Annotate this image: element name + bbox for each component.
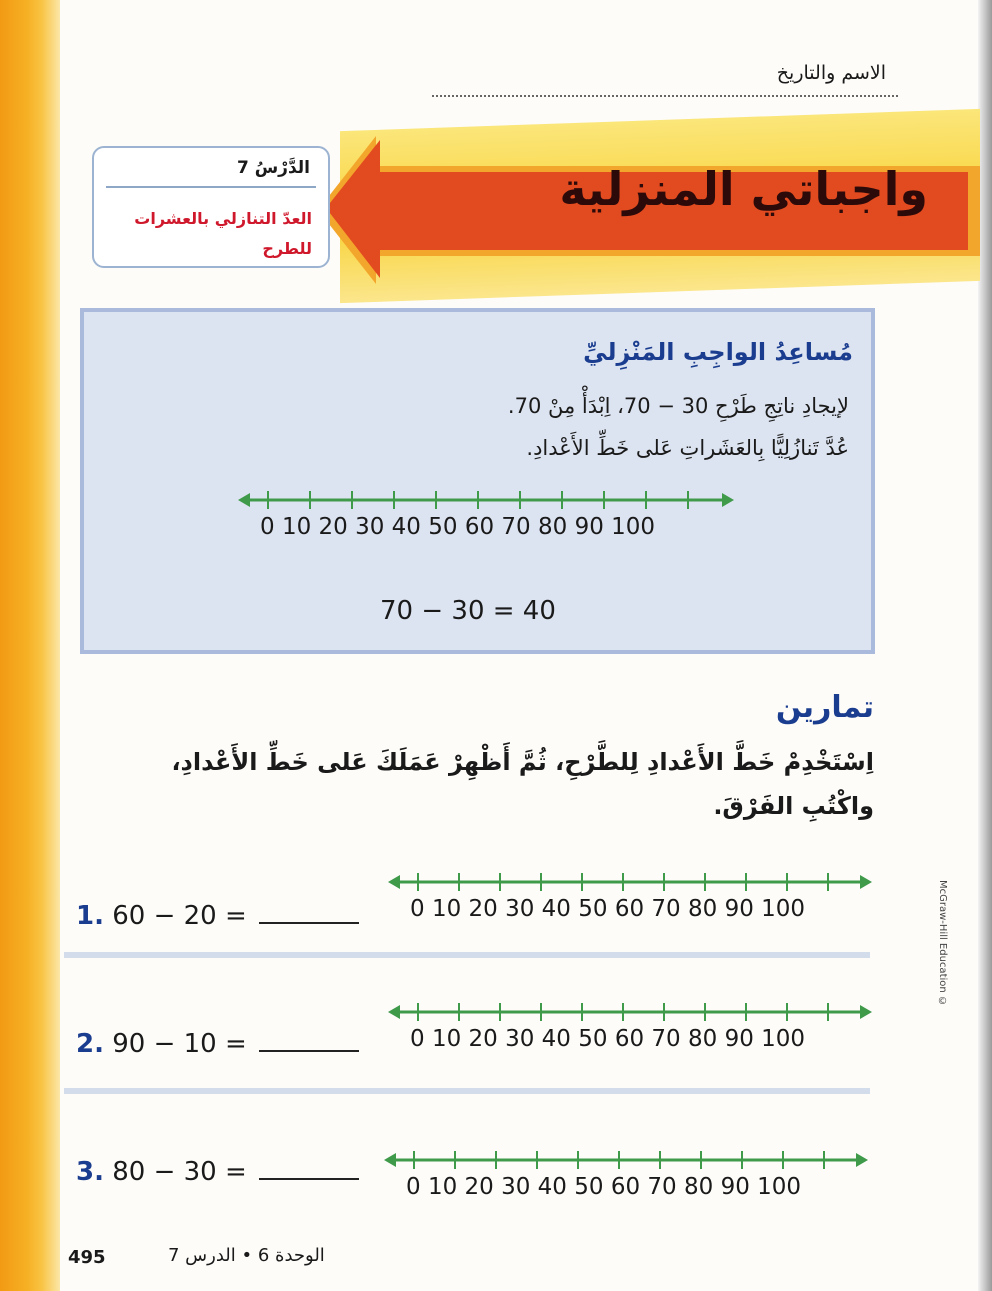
lesson-number: الدَّرْسُ 7 <box>236 158 310 178</box>
answer-blank[interactable] <box>259 900 359 924</box>
number-line-1-labels: 0 10 20 30 40 50 60 70 80 90 100 <box>410 896 806 922</box>
name-date-line <box>432 95 898 97</box>
lesson-divider <box>106 186 316 188</box>
lesson-card <box>92 146 330 268</box>
helper-text-line-1: لإيجادِ ناتِجِ طَرْحِ 30 − 70، اِبْدَأْ مِنْ 70. <box>507 394 849 418</box>
problem-number: 3. <box>76 1157 104 1187</box>
helper-number-line <box>238 488 734 512</box>
homework-helper-box <box>80 308 875 654</box>
copyright-credit: McGraw-Hill Education © <box>937 880 948 1007</box>
answer-blank[interactable] <box>259 1156 359 1180</box>
problem-expression: 90 − 10 = <box>112 1029 247 1059</box>
exercises-instruction: اِسْتَخْدِمْ خَطَّ الأَعْدادِ لِلطَّرْحِ، ثُمَّ أَظْهِرْ عَمَلَكَ عَلى خَطِّ الأَعْدادِ، واكْتُبِ الفَرْقَ. <box>171 748 874 820</box>
problem-number: 2. <box>76 1029 104 1059</box>
helper-number-line-labels: 0 10 20 30 40 50 60 70 80 90 100 <box>260 514 656 540</box>
problem-2 <box>76 1028 359 1059</box>
banner-title: واجباتي المنزلية <box>559 162 928 216</box>
page-edge <box>978 0 992 1291</box>
exercises-title: تمارين <box>775 690 874 725</box>
lesson-title: العدّ التنازلي بالعشرات للطرح <box>134 209 312 258</box>
name-date-label: الاسم والتاريخ <box>776 62 886 84</box>
page-number: 495 <box>68 1247 106 1268</box>
answer-blank[interactable] <box>259 1028 359 1052</box>
problem-expression: 80 − 30 = <box>112 1157 247 1187</box>
row-divider <box>64 952 870 958</box>
number-line-3[interactable] <box>384 1148 868 1172</box>
problem-expression: 60 − 20 = <box>112 901 247 931</box>
number-line-2[interactable] <box>388 1000 872 1024</box>
number-line-2-labels: 0 10 20 30 40 50 60 70 80 90 100 <box>410 1026 806 1052</box>
helper-text-line-2: عُدَّ تَنازُلِيًّا بِالعَشَراتِ عَلى خَطِّ الأَعْدادِ. <box>526 436 849 460</box>
left-color-strip <box>0 0 60 1291</box>
problem-number: 1. <box>76 901 104 931</box>
number-line-3-labels: 0 10 20 30 40 50 60 70 80 90 100 <box>406 1174 802 1200</box>
helper-equation: 70 − 30 = 40 <box>380 596 556 626</box>
footer-unit-lesson: الوحدة 6 • الدرس 7 <box>168 1245 325 1266</box>
problem-3 <box>76 1156 359 1187</box>
helper-title: مُساعِدُ الواجِبِ المَنْزِليِّ <box>583 338 853 366</box>
number-line-1[interactable] <box>388 870 872 894</box>
problem-1 <box>76 900 359 931</box>
row-divider <box>64 1088 870 1094</box>
